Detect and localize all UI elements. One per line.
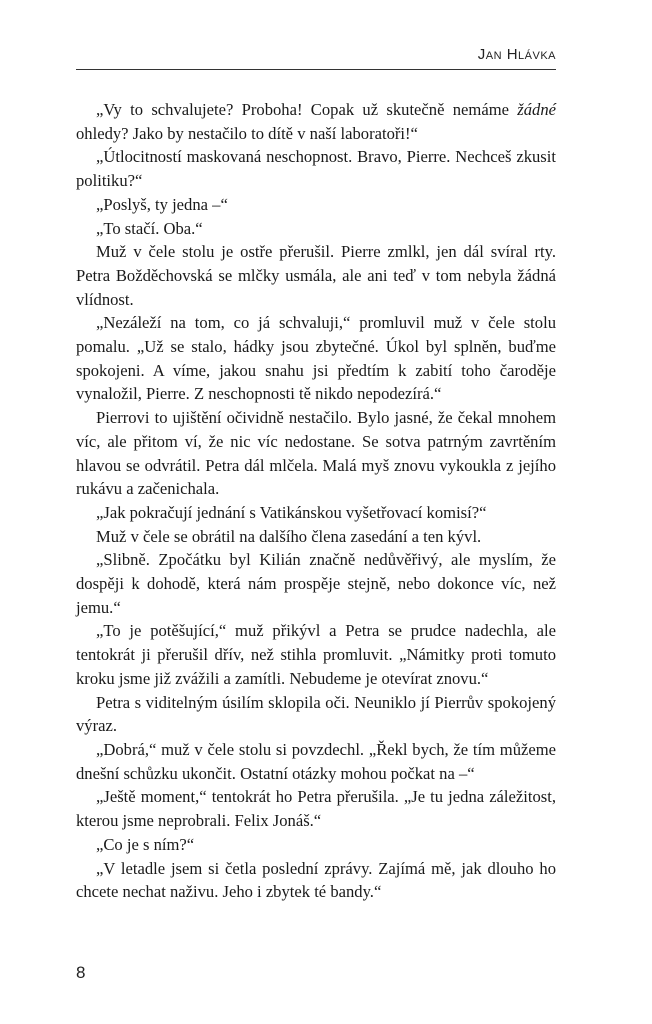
running-header-author: Jan Hlávka [477,46,556,63]
paragraph-1-pre: „Vy to schvalujete? Proboha! Copak už skutečně nemáme [96,100,518,119]
paragraph-14: „Ještě moment,“ tentokrát ho Petra přerušila. „Je tu jedna záležitost, kterou jsme neprobrali. Felix Jonáš.“ [76,787,556,831]
paragraph-1-post: ohledy? Jako by nestačilo to dítě v naší laboratoři!“ [76,123,418,143]
paragraph-15: „Co je s ním?“ [96,834,195,854]
paragraph-1 [76,98,556,145]
paragraph-4: „To stačí. Oba.“ [96,218,203,238]
paragraph-13: „Dobrá,“ muž v čele stolu si povzdechl. „Řekl bych, že tím můžeme dnešní schůzku ukončit. Ostatní otázky mohou počkat na –“ [76,739,556,783]
body-text [76,98,556,904]
paragraph-3: „Poslyš, ty jedna –“ [96,194,228,214]
paragraph-12: Petra s viditelným úsilím sklopila oči. Neuniklo jí Pierrův spokojený výraz. [76,692,556,736]
emphasis-zadne: žádné [517,100,556,119]
paragraph-9: Muž v čele se obrátil na dalšího člena zasedání a ten kývl. [96,526,482,546]
paragraph-6: „Nezáleží na tom, co já schvaluji,“ promluvil muž v čele stolu pomalu. „Už se stalo, hádky jsou zbytečné. Úkol byl splněn, buďme spokojeni. A víme, jakou snahu jsi předtím k zabití toho čaroděje vynaložil, Pierre. Z neschopnosti tě nikdo nepodezírá.“ [76,313,556,404]
paragraph-7: Pierrovi to ujištění očividně nestačilo. Bylo jasné, že čekal mnohem víc, ale přitom ví, že nic víc nedostane. Se sotva patrným zavrtěním hlavou se odvrátil. Petra dál mlčela. Malá myš znovu vykoukla z jejího rukávu a začenichala. [76,408,556,499]
paragraph-2: „Útlocitností maskovaná neschopnost. Bravo, Pierre. Nechceš zkusit politiku?“ [76,147,556,191]
paragraph-8: „Jak pokračují jednání s Vatikánskou vyšetřovací komisí?“ [96,502,487,522]
paragraph-16: „V letadle jsem si četla poslední zprávy. Zajímá mě, jak dlouho ho chcete nechat naživu. Jeho i zbytek té bandy.“ [76,858,556,902]
paragraph-11: „To je potěšující,“ muž přikývl a Petra se prudce nadechla, ale tentokrát ji přerušil dřív, než stihla promluvit. „Námitky proti tomuto kroku jsme již zvážili a zamítli. Nebudeme je otevírat znovu.“ [76,621,556,688]
paragraph-10: „Slibně. Zpočátku byl Kilián značně nedůvěřivý, ale myslím, že dospěji k dohodě, která nám prospěje stejně, nebo dokonce víc, než jemu.“ [76,550,556,617]
paragraph-5: Muž v čele stolu je ostře přerušil. Pierre zmlkl, jen dál svíral rty. Petra Božděchovská se mlčky usmála, ale ani teď v tom nebyla žádná vlídnost. [76,242,556,309]
header-rule [76,69,556,70]
page-number: 8 [76,963,86,982]
